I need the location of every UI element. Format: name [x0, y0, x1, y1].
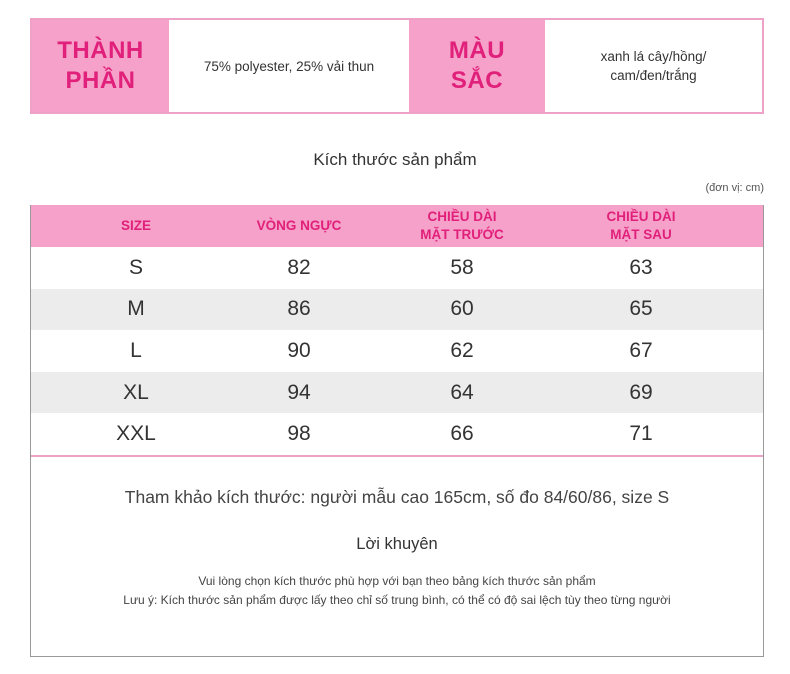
cell-back-length: 69 [629, 380, 653, 404]
size-chart-header [31, 205, 763, 247]
material-value: 75% polyester, 25% vải thun [169, 20, 409, 112]
advice-note-1: Vui lòng chọn kích thước phù hợp với bạn theo bảng kích thước sản phẩm [198, 574, 596, 588]
header-chest-line1: VÒNG NGỰC [256, 218, 342, 233]
cell-back-length: 63 [629, 255, 653, 279]
color-label [409, 20, 545, 112]
color-value-line2: cam/đen/trắng [610, 68, 697, 83]
header-front-length-line2: MẶT TRƯỚC [420, 227, 504, 242]
cell-chest: 90 [287, 338, 311, 362]
header-back-length-line1: CHIỀU DÀI [606, 209, 676, 224]
model-reference: Tham khảo kích thước: người mẫu cao 165cm, số đo 84/60/86, size S [124, 487, 670, 507]
header-size [31, 205, 241, 247]
header-front-length [357, 205, 567, 247]
cell-back-length: 67 [629, 338, 653, 362]
header-chest [241, 205, 357, 247]
cell-back-length: 71 [629, 422, 653, 446]
header-back-length [567, 205, 715, 247]
table-row [31, 372, 763, 414]
cell-size: L [130, 338, 142, 362]
advice-note-2: Lưu ý: Kích thước sản phẩm được lấy theo chỉ số trung bình, có thể có độ sai lệch tùy theo từng người [123, 593, 671, 607]
cell-chest: 86 [287, 297, 311, 321]
material-label-line2: PHẦN [65, 67, 136, 94]
material-label [32, 20, 169, 112]
cell-chest: 82 [287, 255, 311, 279]
cell-size: XL [123, 380, 149, 404]
cell-front-length: 60 [450, 297, 474, 321]
header-front-length-line1: CHIỀU DÀI [427, 209, 497, 224]
color-label-line1: MÀU [448, 37, 506, 64]
cell-chest: 98 [287, 422, 311, 446]
cell-front-length: 62 [450, 338, 474, 362]
product-info-band [30, 18, 764, 114]
table-row [31, 413, 763, 455]
header-size-line1: SIZE [120, 218, 151, 233]
cell-chest: 94 [287, 380, 311, 404]
cell-front-length: 64 [450, 380, 474, 404]
cell-back-length: 65 [629, 297, 653, 321]
cell-size: S [128, 255, 143, 279]
cell-size: XXL [116, 422, 156, 446]
size-chart [30, 205, 764, 657]
advice-title: Lời khuyên [356, 535, 438, 553]
size-chart-body [31, 247, 763, 455]
table-divider [31, 455, 763, 457]
cell-front-length: 66 [450, 422, 474, 446]
cell-size: M [127, 297, 145, 321]
table-row [31, 247, 763, 289]
table-row [31, 289, 763, 331]
size-chart-unit: (đơn vị: cm) [705, 182, 764, 194]
color-value [545, 20, 762, 112]
material-label-line1: THÀNH [57, 37, 144, 64]
cell-front-length: 58 [450, 255, 474, 279]
table-row [31, 330, 763, 372]
color-value-line1: xanh lá cây/hồng/ [600, 49, 707, 64]
size-chart-title: Kích thước sản phẩm [313, 150, 477, 169]
color-label-line2: SẮC [450, 67, 504, 94]
header-back-length-line2: MẶT SAU [610, 227, 672, 242]
